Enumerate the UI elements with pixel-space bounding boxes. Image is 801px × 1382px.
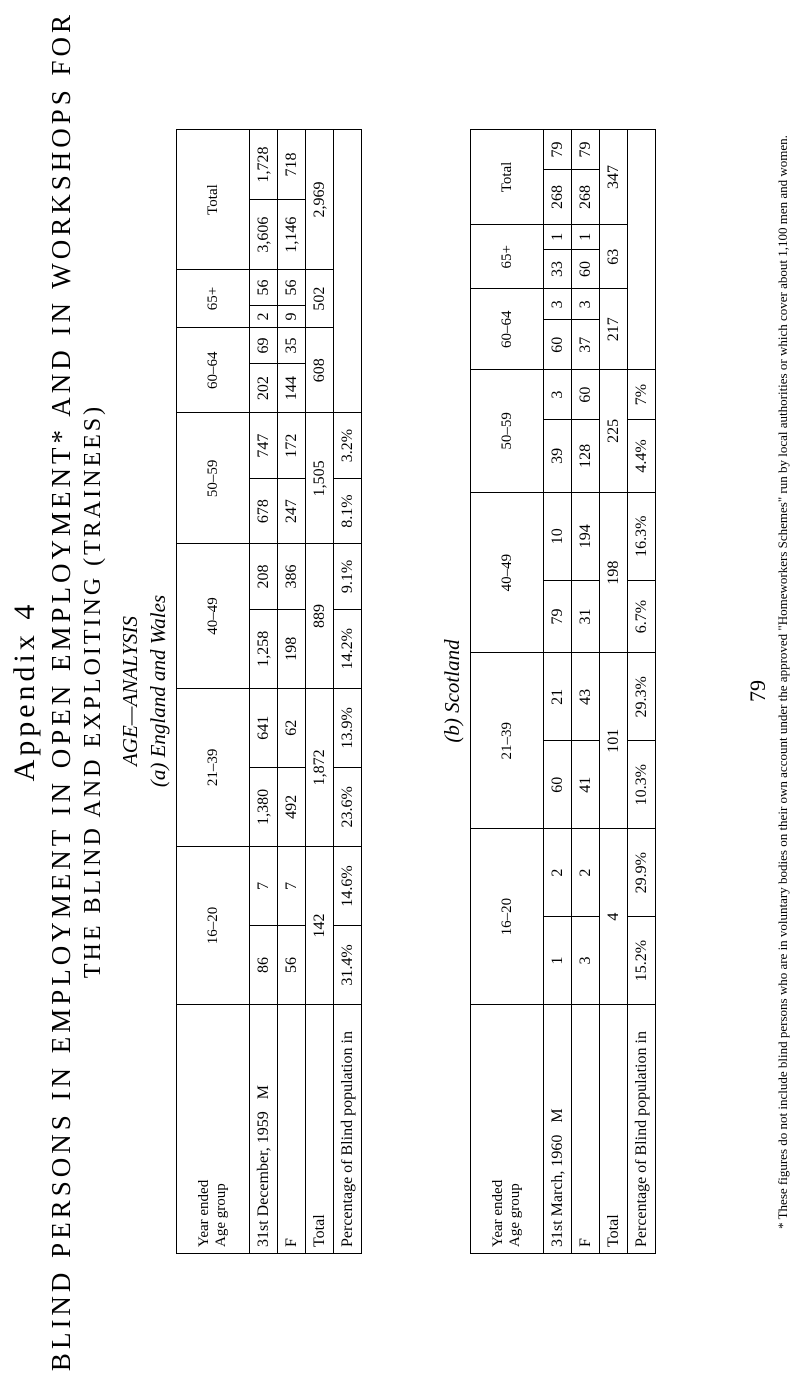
cell: 1 <box>572 224 600 249</box>
cell: 3 <box>544 370 572 420</box>
cell: 62 <box>278 688 306 767</box>
table-row <box>334 130 362 1254</box>
cell: 3 <box>544 289 572 320</box>
cell: 128 <box>572 420 600 493</box>
header-60-64: 60–64 <box>177 328 250 413</box>
cell: 225 <box>600 370 628 493</box>
cell: 194 <box>572 492 600 580</box>
header-40-49: 40–49 <box>177 544 250 688</box>
cell: 347 <box>600 130 628 225</box>
cell: 101 <box>600 653 628 829</box>
row-label: Total <box>306 1005 334 1254</box>
cell: 9 <box>278 305 306 327</box>
cell: 79 <box>572 130 600 170</box>
cell: 10 <box>544 492 572 580</box>
cell: 31.4% <box>334 925 362 1004</box>
cell: 202 <box>250 363 278 413</box>
table-row <box>572 130 600 1254</box>
cell: 29.9% <box>628 829 656 917</box>
cell: 247 <box>278 478 306 543</box>
row-label: 31st December, 1959 M <box>250 1005 278 1254</box>
cell: 217 <box>600 289 628 370</box>
cell: 39 <box>544 420 572 493</box>
header-40-49: 40–49 <box>471 492 544 653</box>
table-row <box>544 130 572 1254</box>
cell: 21 <box>544 653 572 741</box>
header-60-64: 60–64 <box>471 289 544 370</box>
row-label: Percentage of Blind population in <box>628 1005 656 1254</box>
cell: 10.3% <box>628 741 656 829</box>
cell: 889 <box>306 544 334 688</box>
header-50-59: 50–59 <box>471 370 544 493</box>
cell: 23.6% <box>334 767 362 846</box>
cell: 35 <box>278 328 306 364</box>
header-50-59: 50–59 <box>177 413 250 544</box>
header-21-39: 21–39 <box>471 653 544 829</box>
appendix-title: Appendix 4 <box>8 600 41 782</box>
table-row <box>250 130 278 1254</box>
cell: 492 <box>278 767 306 846</box>
cell: 56 <box>250 270 278 306</box>
main-heading: BLIND PERSONS IN EMPLOYMENT IN OPEN EMPLOYMENT* AND IN WORKSHOPS FOR <box>46 10 76 1372</box>
table-row <box>628 130 656 1254</box>
cell: 3 <box>572 289 600 320</box>
cell: 3,606 <box>250 200 278 270</box>
cell: 1,505 <box>306 413 334 544</box>
cell <box>628 130 656 370</box>
cell: 3 <box>572 917 600 1005</box>
cell: 56 <box>278 270 306 306</box>
cell: 41 <box>572 741 600 829</box>
cell: 6.7% <box>628 580 656 653</box>
cell: 16.3% <box>628 492 656 580</box>
cell: 268 <box>544 169 572 224</box>
cell: 9.1% <box>334 544 362 609</box>
cell: 60 <box>572 370 600 420</box>
cell: 1,258 <box>250 609 278 688</box>
cell: 60 <box>544 320 572 370</box>
cell: 14.6% <box>334 846 362 925</box>
cell: 2,969 <box>306 130 334 270</box>
cell: 33 <box>544 249 572 289</box>
cell: 1 <box>544 224 572 249</box>
cell: 14.2% <box>334 609 362 688</box>
cell: 79 <box>544 130 572 170</box>
section-title: AGE—ANALYSIS <box>118 615 142 767</box>
header-65plus: 65+ <box>177 270 250 328</box>
cell: 13.9% <box>334 688 362 767</box>
header-16-20: 16–20 <box>471 829 544 1005</box>
cell: 386 <box>278 544 306 609</box>
cell: 4 <box>600 829 628 1005</box>
cell: 1,146 <box>278 200 306 270</box>
cell: 502 <box>306 270 334 328</box>
main-heading-line2: THE BLIND AND EXPLOITING (TRAINEES) <box>80 403 106 979</box>
cell: 678 <box>250 478 278 543</box>
cell: 79 <box>544 580 572 653</box>
footnote: * These figures do not include blind persons who are in voluntary bodies on their own account under the approved "Homeworkers Schemes" run by local authorities or which cover about 1,100 men and women. <box>775 135 790 1229</box>
table-header-row <box>177 130 250 1254</box>
cell: 268 <box>572 169 600 224</box>
row-label: 31st March, 1960 M <box>544 1005 572 1254</box>
cell: 144 <box>278 363 306 413</box>
cell: 172 <box>278 413 306 478</box>
header-year-ended: Year ended Age group <box>471 1005 544 1254</box>
cell: 69 <box>250 328 278 364</box>
cell: 8.1% <box>334 478 362 543</box>
cell: 4.4% <box>628 420 656 493</box>
cell: 2 <box>572 829 600 917</box>
cell: 1,872 <box>306 688 334 846</box>
cell <box>334 130 362 413</box>
table-row <box>278 130 306 1254</box>
cell: 37 <box>572 320 600 370</box>
cell: 198 <box>278 609 306 688</box>
header-year-ended: Year ended Age group <box>177 1005 250 1254</box>
cell: 7 <box>250 846 278 925</box>
cell: 3.2% <box>334 413 362 478</box>
cell: 1 <box>544 917 572 1005</box>
table-row <box>600 130 628 1254</box>
row-label: Total <box>600 1005 628 1254</box>
cell: 608 <box>306 328 334 413</box>
cell: 718 <box>278 130 306 200</box>
cell: 29.3% <box>628 653 656 741</box>
cell: 641 <box>250 688 278 767</box>
cell: 1,380 <box>250 767 278 846</box>
cell: 31 <box>572 580 600 653</box>
header-total: Total <box>471 130 544 225</box>
cell: 142 <box>306 846 334 1004</box>
cell: 63 <box>600 224 628 289</box>
cell: 747 <box>250 413 278 478</box>
table-scotland <box>470 129 656 1254</box>
table-header-row <box>471 130 544 1254</box>
cell: 2 <box>250 305 278 327</box>
cell: 208 <box>250 544 278 609</box>
cell: 2 <box>544 829 572 917</box>
part-a-title: (a) England and Wales <box>146 594 170 788</box>
row-label: F <box>572 1005 600 1254</box>
cell: 86 <box>250 925 278 1004</box>
header-21-39: 21–39 <box>177 688 250 846</box>
cell: 60 <box>544 741 572 829</box>
cell: 56 <box>278 925 306 1004</box>
cell: 7 <box>278 846 306 925</box>
table-england-wales <box>176 129 362 1254</box>
header-16-20: 16–20 <box>177 846 250 1004</box>
page-number: 79 <box>745 680 770 702</box>
table-row <box>306 130 334 1254</box>
header-65plus: 65+ <box>471 224 544 289</box>
cell: 1,728 <box>250 130 278 200</box>
cell: 60 <box>572 249 600 289</box>
part-b-title: (b) Scotland <box>440 639 464 743</box>
cell: 7% <box>628 370 656 420</box>
cell: 43 <box>572 653 600 741</box>
cell: 198 <box>600 492 628 653</box>
cell: 15.2% <box>628 917 656 1005</box>
row-label: F <box>278 1005 306 1254</box>
header-total: Total <box>177 130 250 270</box>
row-label: Percentage of Blind population in <box>334 1005 362 1254</box>
